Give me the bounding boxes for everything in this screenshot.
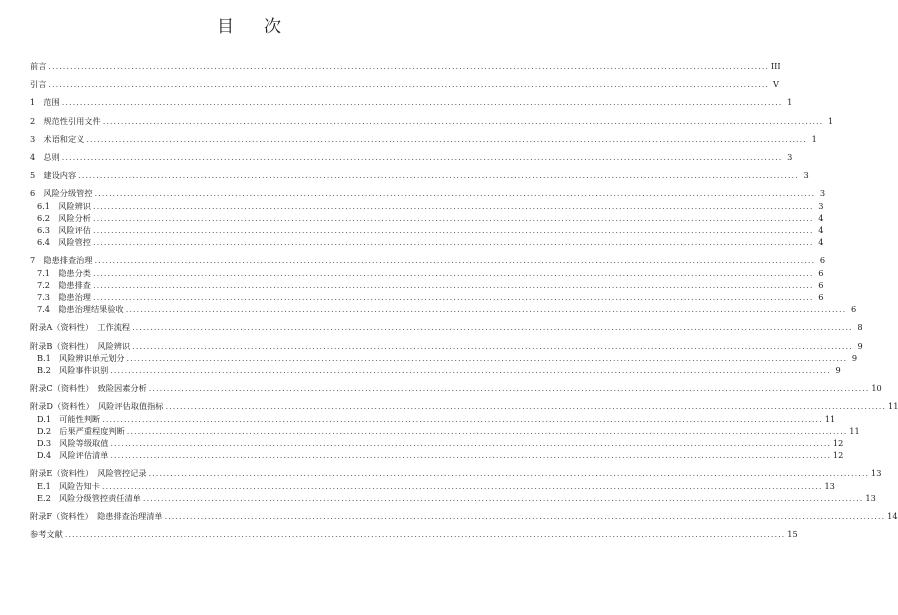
dot-leader: ........................................................................................................................................................................................................ [148, 383, 870, 394]
toc-entry-label: D.1 可能性判断 [37, 413, 101, 424]
toc-entry[interactable] [30, 468, 882, 479]
toc-entry-page-number: 3 [819, 188, 826, 199]
toc-entry[interactable] [30, 279, 824, 290]
toc-entry-label: 附录E（资料性） 风险管控记录 [30, 468, 147, 479]
toc-entry[interactable] [30, 438, 844, 449]
toc-entry-page-number: 12 [832, 450, 844, 461]
dot-leader: ........................................................................................................................................................................................................ [92, 237, 814, 248]
toc-entry[interactable] [30, 450, 844, 461]
dot-leader: ........................................................................................................................................................................................................ [94, 188, 816, 199]
table-of-contents [30, 61, 898, 540]
toc-entry-page-number: 1 [811, 133, 817, 144]
toc-entry-page-number: 9 [851, 352, 858, 363]
toc-entry-page-number: 3 [787, 152, 793, 163]
toc-entry-page-number: 14 [887, 511, 898, 522]
dot-leader: ........................................................................................................................................................................................................ [125, 304, 847, 315]
dot-leader: ........................................................................................................................................................................................................ [61, 97, 783, 108]
dot-leader: ........................................................................................................................................................................................................ [101, 480, 823, 491]
dot-leader: ........................................................................................................................................................................................................ [102, 413, 823, 424]
toc-entry-page-number: 1 [828, 115, 834, 126]
dot-leader: ........................................................................................................................................................................................................ [92, 212, 814, 223]
toc-entry-page-number: V [772, 79, 779, 90]
dot-leader: ........................................................................................................................................................................................................ [110, 365, 831, 376]
toc-entry[interactable] [30, 292, 824, 303]
toc-entry-label: 7.2 隐患排查 [37, 279, 91, 290]
toc-entry-label: 1 范围 [30, 97, 60, 108]
toc-entry[interactable] [30, 511, 898, 522]
toc-entry-label: 7.4 隐患治理结果验收 [37, 304, 124, 315]
toc-entry-page-number: 6 [818, 292, 824, 303]
toc-entry-label: D.3 风险等级取值 [37, 438, 109, 449]
toc-entry-label: 6.3 风险评估 [37, 225, 91, 236]
toc-entry[interactable] [30, 61, 781, 71]
toc-entry[interactable] [30, 352, 858, 363]
toc-entry-label: 附录D（资料性） 风险评估取值指标 [30, 401, 164, 412]
toc-entry-label: 前言 [30, 61, 47, 71]
dot-leader: ........................................................................................................................................................................................................ [164, 511, 886, 522]
toc-entry-page-number: 3 [803, 170, 809, 181]
toc-entry-page-number: 4 [818, 225, 824, 236]
toc-entry-page-number: 11 [849, 425, 860, 436]
toc-entry-label: 7.3 隐患治理 [37, 292, 91, 303]
toc-entry-label: 6.2 风险分析 [37, 212, 91, 223]
dot-leader: ........................................................................................................................................................................................................ [102, 115, 824, 126]
toc-entry[interactable] [30, 79, 779, 90]
toc-entry-page-number: 9 [857, 340, 863, 351]
toc-entry[interactable] [30, 255, 826, 266]
toc-entry[interactable] [30, 212, 824, 223]
toc-entry-label: 2 规范性引用文件 [30, 115, 101, 126]
toc-entry-page-number: 13 [871, 468, 882, 479]
toc-entry-label: 附录B（资料性） 风险辨识 [30, 340, 131, 351]
toc-entry-page-number: 6 [851, 304, 857, 315]
toc-entry-label: 4 总则 [30, 152, 60, 163]
toc-entry-page-number: 4 [818, 212, 824, 223]
toc-entry-label: E.2 风险分级管控责任清单 [37, 492, 141, 503]
toc-entry-page-number: 3 [818, 200, 824, 211]
toc-entry[interactable] [30, 365, 841, 376]
toc-entry-label: B.1 风险辨识单元划分 [37, 352, 125, 363]
dot-leader: ........................................................................................................................................................................................................ [110, 450, 831, 461]
dot-leader: ........................................................................................................................................................................................................ [48, 79, 769, 90]
toc-entry-page-number: 1 [787, 97, 793, 108]
dot-leader: ........................................................................................................................................................................................................ [94, 255, 816, 266]
dot-leader: ........................................................................................................................................................................................................ [165, 401, 886, 412]
toc-entry-page-number: III [770, 61, 781, 71]
toc-entry-page-number: 6 [818, 267, 824, 278]
title-char: 次 [264, 17, 283, 37]
toc-entry[interactable] [30, 529, 798, 540]
dot-leader: ........................................................................................................................................................................................................ [92, 225, 814, 236]
toc-entry[interactable] [30, 115, 834, 126]
toc-entry-label: 参考文献 [30, 529, 63, 540]
dot-leader: ........................................................................................................................................................................................................ [86, 133, 807, 144]
dot-leader: ........................................................................................................................................................................................................ [132, 322, 853, 333]
dot-leader: ........................................................................................................................................................................................................ [92, 200, 814, 211]
toc-entry-page-number: 11 [824, 413, 836, 424]
toc-entry-page-number: 11 [887, 401, 898, 412]
toc-entry[interactable] [30, 188, 826, 199]
dot-leader: ........................................................................................................................................................................................................ [126, 425, 848, 436]
toc-entry-label: 附录F（资料性） 隐患排查治理清单 [30, 511, 163, 522]
toc-entry-label: 引言 [30, 79, 47, 90]
dot-leader: ........................................................................................................................................................................................................ [126, 352, 848, 363]
toc-entry-label: B.2 风险事件识别 [37, 365, 109, 376]
toc-entry-label: D.4 风险评估清单 [37, 450, 109, 461]
toc-entry[interactable] [30, 401, 898, 412]
toc-entry-page-number: 13 [865, 492, 876, 503]
dot-leader: ........................................................................................................................................................................................................ [78, 170, 799, 181]
toc-entry[interactable] [30, 97, 793, 108]
toc-entry-label: 5 建设内容 [30, 170, 77, 181]
toc-entry-label: 附录A（资料性） 工作流程 [30, 322, 131, 333]
toc-entry-label: 6.1 风险辨识 [37, 200, 91, 211]
toc-entry[interactable] [30, 340, 863, 351]
toc-entry[interactable] [30, 480, 835, 491]
toc-entry[interactable] [30, 237, 824, 248]
dot-leader: ........................................................................................................................................................................................................ [132, 340, 853, 351]
toc-entry[interactable] [30, 413, 836, 424]
dot-leader: ........................................................................................................................................................................................................ [64, 529, 786, 540]
toc-entry-label: 6.4 风险管控 [37, 237, 91, 248]
toc-entry-page-number: 12 [832, 438, 844, 449]
dot-leader: ........................................................................................................................................................................................................ [61, 152, 783, 163]
toc-entry[interactable] [30, 267, 824, 278]
dot-leader: ........................................................................................................................................................................................................ [142, 492, 864, 503]
toc-entry[interactable] [30, 225, 824, 236]
toc-entry[interactable] [30, 383, 882, 394]
toc-entry-page-number: 13 [824, 480, 835, 491]
toc-entry-page-number: 8 [857, 322, 863, 333]
title-char: 目 [217, 17, 236, 37]
dot-leader: ........................................................................................................................................................................................................ [48, 61, 769, 71]
toc-entry[interactable] [30, 322, 863, 333]
toc-entry-label: 7.1 隐患分类 [37, 267, 91, 278]
dot-leader: ........................................................................................................................................................................................................ [110, 438, 831, 449]
toc-entry-label: 附录C（资料性） 致险因素分析 [30, 383, 147, 394]
dot-leader: ........................................................................................................................................................................................................ [92, 267, 814, 278]
toc-entry[interactable] [30, 152, 793, 163]
toc-entry[interactable] [30, 304, 857, 315]
dot-leader: ........................................................................................................................................................................................................ [148, 468, 870, 479]
toc-entry-label: 6 风险分级管控 [30, 188, 93, 199]
page-title [0, 12, 500, 37]
toc-entry-page-number: 15 [787, 529, 798, 540]
toc-entry-label: 7 隐患排查治理 [30, 255, 93, 266]
toc-entry-label: D.2 后果严重程度判断 [37, 425, 125, 436]
toc-entry-label: 3 术语和定义 [30, 133, 85, 144]
toc-entry[interactable] [30, 133, 817, 144]
toc-entry-page-number: 6 [819, 255, 826, 266]
toc-entry-page-number: 9 [835, 365, 841, 376]
toc-entry-page-number: 10 [871, 383, 882, 394]
toc-entry[interactable] [30, 200, 824, 211]
toc-entry[interactable] [30, 170, 809, 181]
toc-entry-page-number: 4 [818, 237, 824, 248]
dot-leader: ........................................................................................................................................................................................................ [92, 292, 814, 303]
toc-entry-page-number: 6 [818, 279, 824, 290]
dot-leader: ........................................................................................................................................................................................................ [92, 279, 814, 290]
toc-entry[interactable] [30, 492, 876, 503]
toc-entry-label: E.1 风险告知卡 [37, 480, 100, 491]
toc-entry[interactable] [30, 425, 860, 436]
